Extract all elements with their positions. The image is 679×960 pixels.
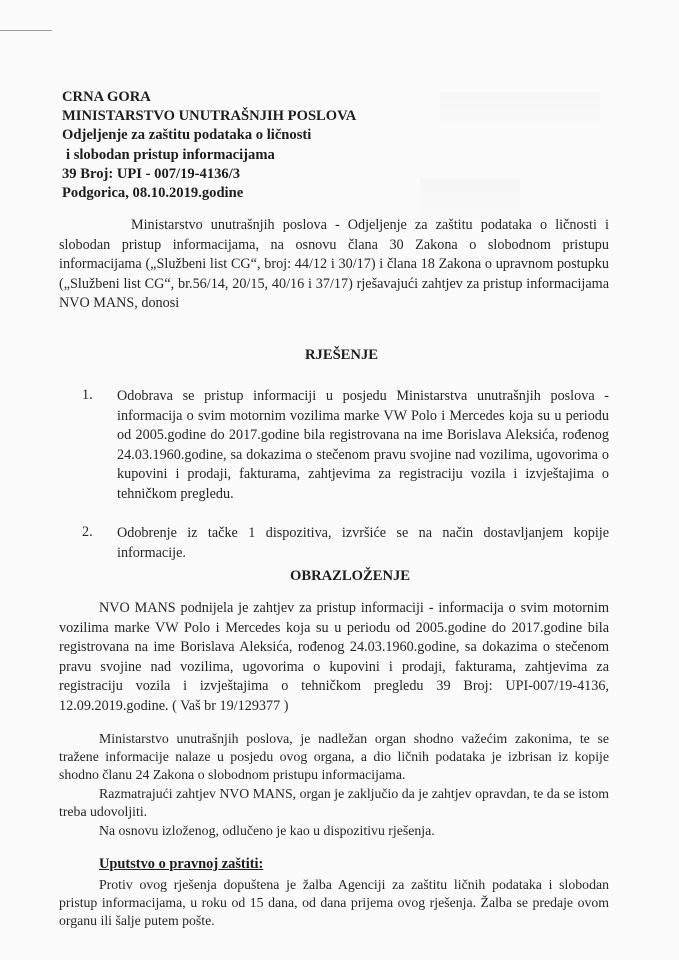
- reasoning-paragraph-3: Razmatrajući zahtjev NVO MANS, organ je zaključio da je zahtjev opravdan, te da se istom treba udovoljiti.: [59, 786, 609, 819]
- item-2-number: 2.: [82, 524, 93, 540]
- intro-paragraph: Ministarstvo unutrašnjih poslova - Odjeljenje za zaštitu podataka o ličnosti i slobodan pristup informacijama, na osnovu člana 30 Zakona o slobodnom pristupu informacijama („Službeni list CG“, broj: 44/12 i 30/17) i člana 18 Zakona o upravnom postupku („Službeni list CG“, br.56/14, 20/15, 40/16 i 37/17) rješavajući zahtjev za pristup informacijama NVO MANS, donosi: [59, 217, 609, 311]
- item-1-text: Odobrava se pristup informaciji u posjedu Ministarstva unutrašnjih poslova - informacija o svim motornim vozilima marke VW Polo i Mercedes koja su u periodu od 2005.godine do 2017.godine bila registrovana na ime Borislava Aleksića, rođenog 24.03.1960.godine, sa dokazima o stečenom pravu svojine nad vozilima, ugovorima o kupovini i prodaji, fakturama, zahtjevima za registraciju vozila i izvještajima o tehničkom pregledu.: [117, 388, 609, 502]
- header-department-line1: Odjeljenje za zaštitu podataka o ličnosti: [62, 127, 312, 144]
- header-place-date: Podgorica, 08.10.2019.godine: [62, 185, 244, 202]
- bleed-through-shadow: [440, 92, 600, 122]
- decision-title: RJEŠENJE: [305, 347, 378, 363]
- reasoning-paragraph-1: NVO MANS podnijela je zahtjev za pristup informaciji - informacija o svim motornim vozilima marke VW Polo i Mercedes koja su u periodu od 2005.godine do 2017.godine bila registrovana na ime Borislava Aleksića, rođenog 24.03.1960.godine, sa dokazima o stečenom pravu svojine nad vozilima, ugovorima o kupovini i prodaji, fakturama, zahtjevima za registraciju vozila i izvještajima o tehničkom pregledu 39 Broj: UPI-007/19-4136, 12.09.2019.godine. ( Vaš br 19/129377 ): [59, 600, 609, 714]
- item-2-text: Odobrenje iz tačke 1 dispozitiva, izvršiće se na način dostavljanjem kopije informacije.: [117, 525, 609, 561]
- header-reference-number: 39 Broj: UPI - 007/19-4136/3: [62, 165, 241, 182]
- header-ministry: MINISTARSTVO UNUTRAŠNJIH POSLOVA: [62, 108, 357, 125]
- reasoning-paragraph-2: Ministarstvo unutrašnjih poslova, je nadležan organ shodno važećim zakonima, te se tražene informacije nalaze u posjedu ovog organa, a dio ličnih podataka je izbrisan iz kopije shodno članu 24 Zakona o slobodnom pristupu informacijama.: [59, 731, 609, 782]
- legal-remedy-paragraph: Protiv ovog rješenja dopuštena je žalba Agenciji za zaštitu ličnih podataka i slobodan pristup informacijama, u roku od 15 dana, od dana prijema ovog rješenja. Žalba se predaje ovom organu ili šalje putem pošte.: [59, 877, 609, 928]
- scan-edge-mark: [0, 30, 52, 31]
- legal-remedy-title: Uputstvo o pravnoj zaštiti:: [99, 856, 264, 872]
- header-country: CRNA GORA: [62, 89, 151, 105]
- document-header: [62, 88, 356, 203]
- bleed-through-shadow-2: [420, 178, 520, 218]
- header-department-line2: i slobodan pristup informacijama: [66, 146, 275, 163]
- reasoning-title: OBRAZLOŽENJE: [290, 568, 411, 584]
- reasoning-paragraph-4: Na osnovu izloženog, odlučeno je kao u dispozitivu rješenja.: [99, 823, 435, 838]
- item-1-number: 1.: [82, 387, 93, 403]
